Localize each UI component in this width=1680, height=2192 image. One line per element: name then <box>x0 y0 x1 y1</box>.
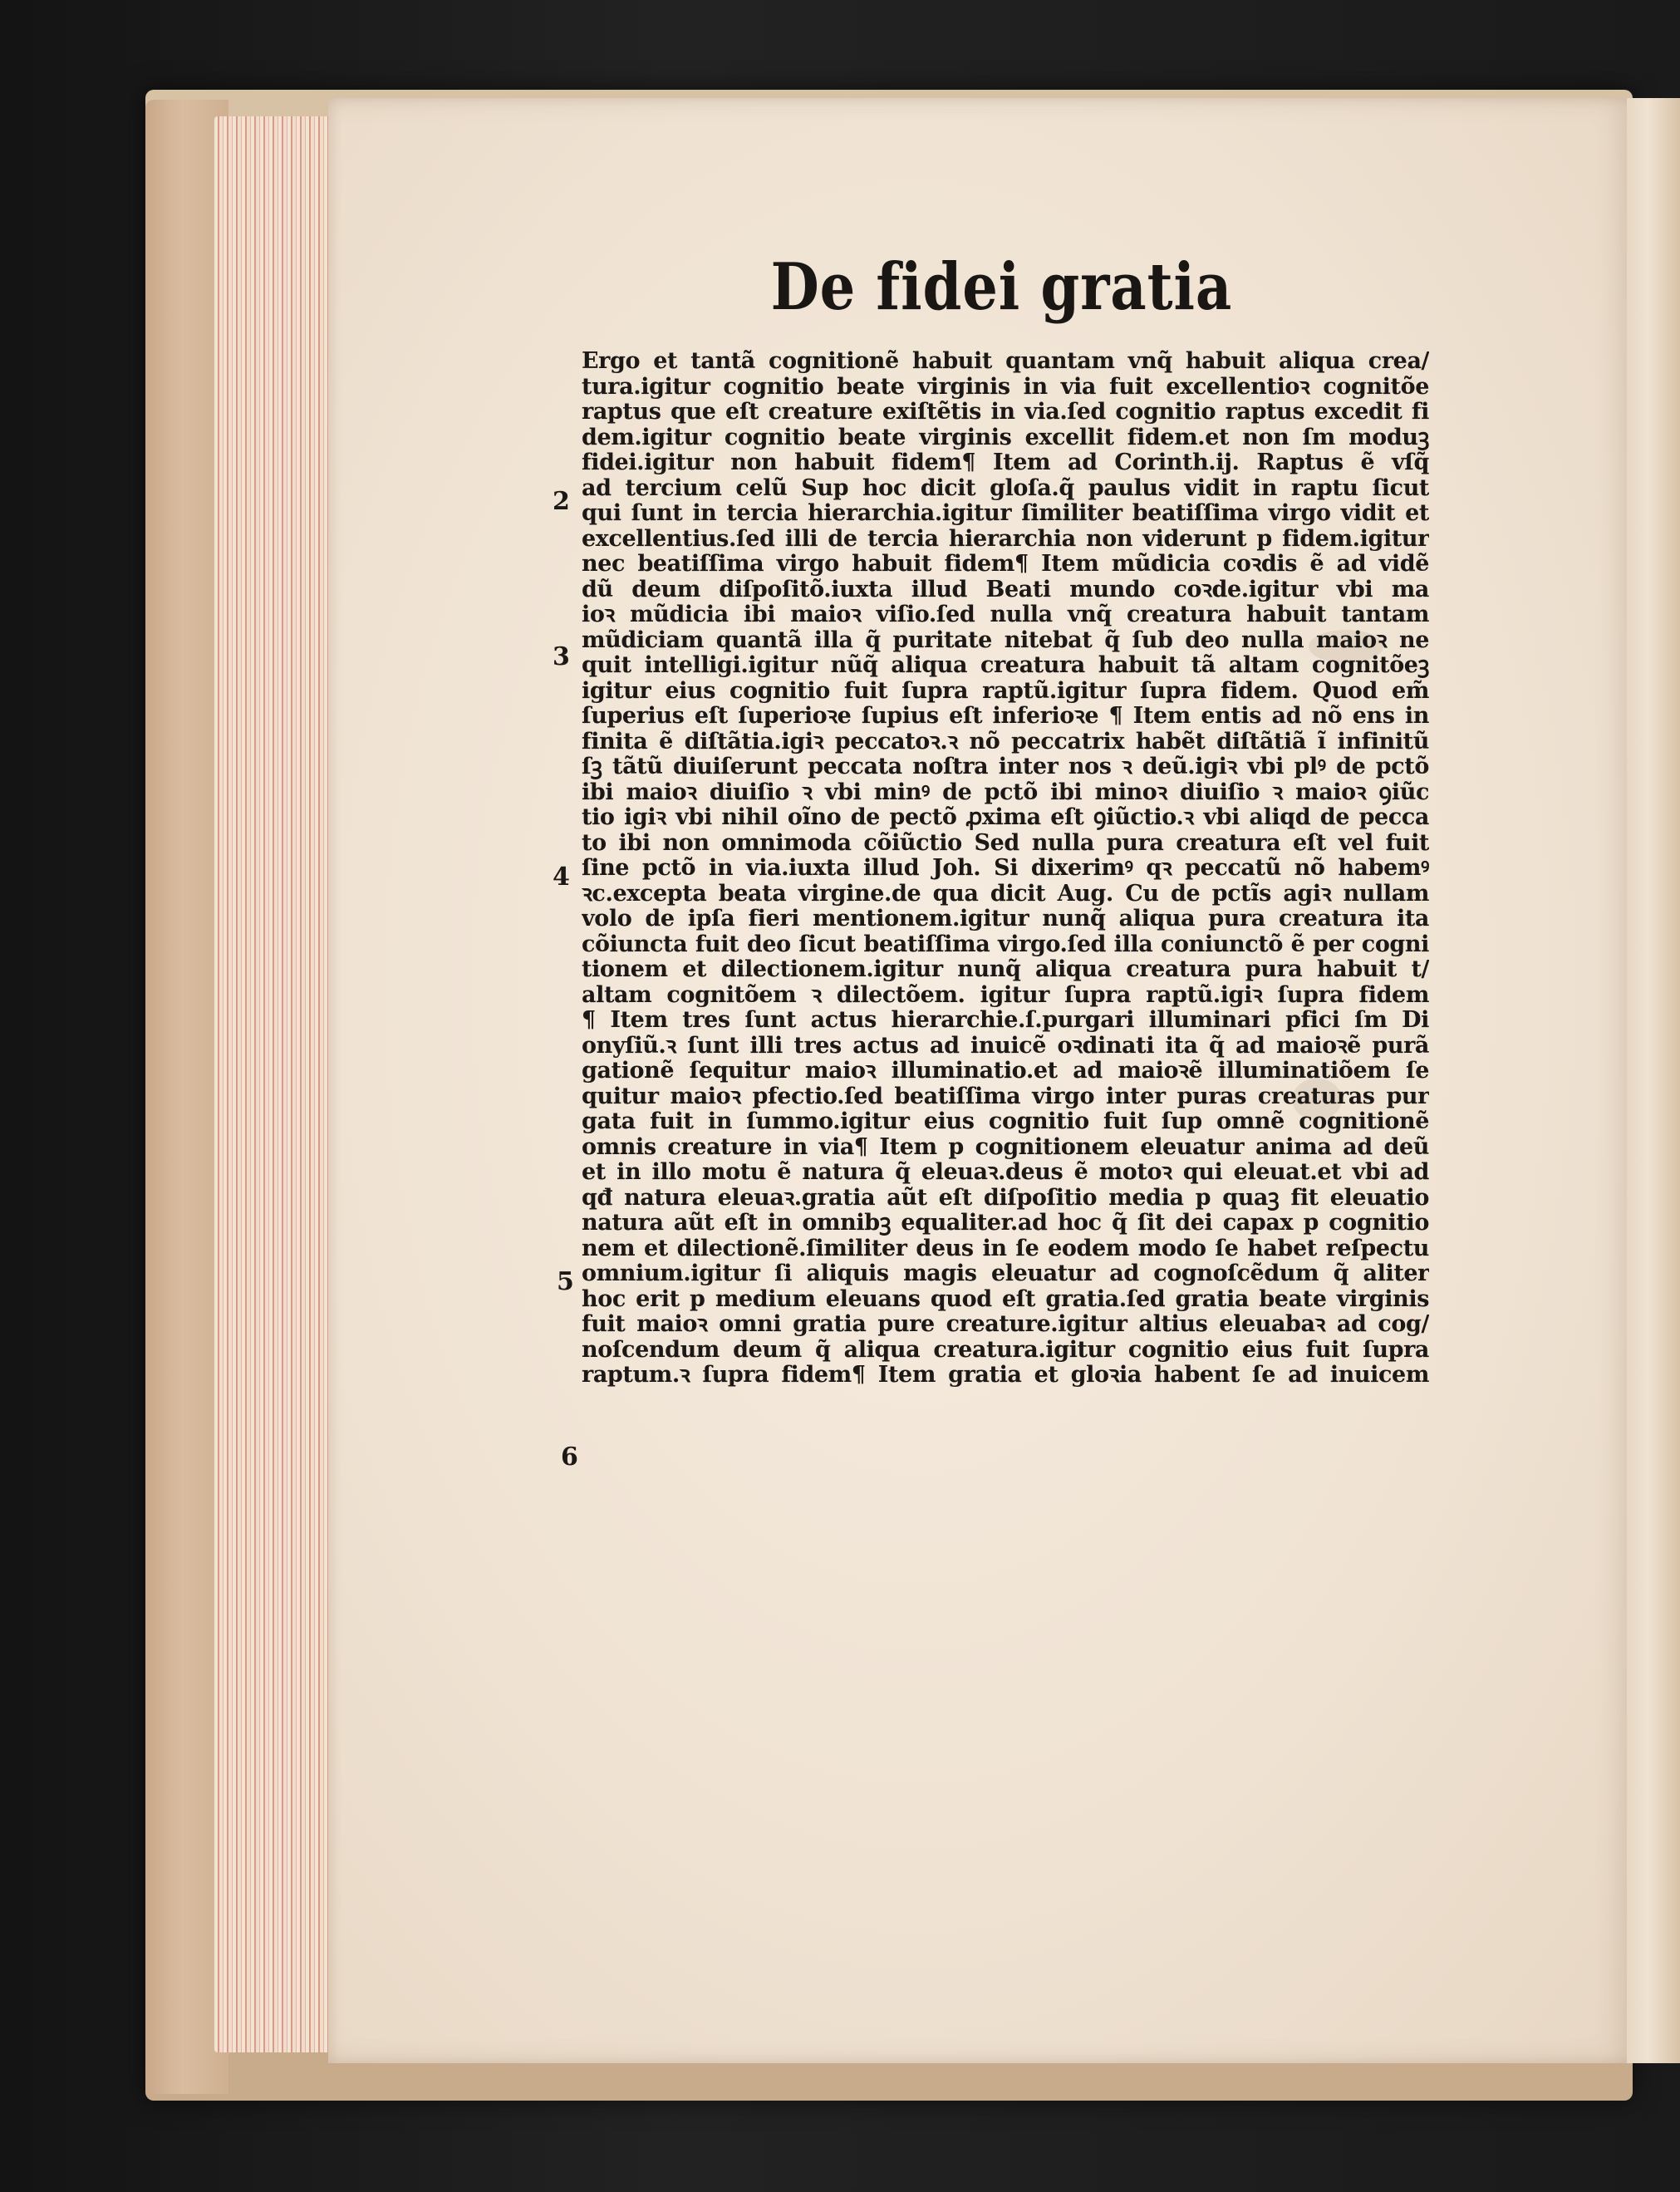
text-line: ibi maioꝛ diuiſio ꝛ vbi minꝰ de pctõ ibi minoꝛ diuiſio ꝛ maioꝛ ꝯiũc <box>582 779 1429 805</box>
text-line: ad tercium celũ Sup hoc dicit gloſa.q̃ paulus vidit in raptu ſicut <box>582 475 1429 501</box>
margin-number: 4 <box>553 863 570 892</box>
text-line: ꝛc.excepta beata virgine.de qua dicit Aug. Cu de pctĩs agiꝛ nullam <box>582 881 1429 907</box>
text-line: hoc erit p medium eleuans quod eſt gratia.ſed gratia beate virginis <box>582 1286 1429 1312</box>
text-line: raptus que eſt creature exiſtẽtis in via.ſed cognitio raptus excedit fi <box>582 400 1429 425</box>
margin-number: 5 <box>557 1267 574 1296</box>
text-line: tura.igitur cognitio beate virginis in via fuit excellentioꝛ cognitõe <box>582 374 1429 400</box>
text-line: natura aũt eſt in omnibꝫ equaliter.ad hoc q̃ ſit dei capax p cognitio <box>582 1211 1429 1236</box>
text-line: dũ deum diſpoſitõ.iuxta illud Beati mundo coꝛde.igitur vbi ma <box>582 577 1429 602</box>
text-line: ſine pctõ in via.iuxta illud Joh. Si dixerimꝰ qꝛ peccatũ nõ habemꝰ <box>582 856 1429 881</box>
text-line: omnis creature in via¶ Item p cognitionem eleuatur anima ad deũ <box>582 1134 1429 1160</box>
text-line: ſꝫ tãtũ diuiſerunt peccata noſtra inter nos ꝛ deũ.igiꝛ vbi plꝰ de pctõ <box>582 754 1429 779</box>
text-line: cõiuncta fuit deo ſicut beatiſſima virgo.ſed illa coniunctõ ẽ per cogni <box>582 931 1429 957</box>
text-line: ſuperius eſt ſuperioꝛe ſupius eſt inferioꝛe ¶ Item entis ad nõ ens in <box>582 704 1429 729</box>
text-line: nec beatiſſima virgo habuit fidem¶ Item mũdicia coꝛdis ẽ ad vidẽ <box>582 552 1429 577</box>
text-line: et in illo motu ẽ natura q̃ eleuaꝛ.deus ẽ motoꝛ qui eleuat.et vbi ad <box>582 1160 1429 1185</box>
text-line: tionem et dilectionem.igitur nunq̃ aliqua creatura pura habuit t/ <box>582 957 1429 982</box>
text-line: raptum.ꝛ ſupra fidem¶ Item gratia et gloꝛia habent ſe ad inuicem <box>582 1363 1429 1388</box>
facing-page-edge <box>1627 98 1680 2063</box>
text-line: quit intelligi.igitur nũq̃ aliqua creatura habuit tã altam cognitõeꝫ <box>582 653 1429 678</box>
text-line: volo de ipſa fieri mentionem.igitur nunq̃ aliqua pura creatura ita <box>582 907 1429 931</box>
text-line: qđ natura eleuaꝛ.gratia aũt eſt diſpoſitio media p quaꝫ fit eleuatio <box>582 1185 1429 1211</box>
text-line: quitur maioꝛ pfectio.ſed beatiſſima virgo inter puras creaturas pur <box>582 1084 1429 1109</box>
text-line: gata fuit in ſummo.igitur eius cognitio fuit ſup omnẽ cognitionẽ <box>582 1109 1429 1134</box>
text-line: igitur eius cognitio fuit ſupra raptũ.igitur ſupra fidem. Quod em̃ <box>582 678 1429 704</box>
text-line: fidei.igitur non habuit fidem¶ Item ad Corinth.ij. Raptus ẽ vſq̃ <box>582 450 1429 475</box>
text-line: to ibi non omnimoda cõiũctio Sed nulla pura creatura eſt vel fuit <box>582 830 1429 856</box>
text-line: excellentius.ſed illi de tercia hierarchia non viderunt p fidem.igitur <box>582 526 1429 552</box>
text-line: noſcendum deum q̃ aliqua creatura.igitur cognitio eius fuit ſupra <box>582 1337 1429 1363</box>
body-text <box>582 349 1429 1388</box>
page-edges-stack <box>214 116 331 2052</box>
margin-number: 3 <box>553 642 570 671</box>
text-line: ioꝛ mũdicia ibi maioꝛ viſio.ſed nulla vnq̃ creatura habuit tantam <box>582 602 1429 627</box>
text-line: finita ẽ diſtãtia.igiꝛ peccatoꝛ.ꝛ nõ peccatrix habẽt diſtãtiã ĩ infinitũ <box>582 729 1429 754</box>
margin-number: 6 <box>561 1442 578 1472</box>
text-line: Ergo et tantã cognitionẽ habuit quantam vnq̃ habuit aliqua crea/ <box>582 349 1429 374</box>
text-line: gationẽ ſequitur maioꝛ illuminatio.et ad maioꝛẽ illuminatiõem ſe <box>582 1059 1429 1084</box>
text-line: ¶ Item tres ſunt actus hierarchie.ſ.purgari illuminari pfici ſm Di <box>582 1008 1429 1033</box>
text-line: nem et dilectionẽ.ſimiliter deus in ſe eodem modo ſe habet reſpectu <box>582 1236 1429 1261</box>
running-header-title: De fidei gratia <box>770 249 1233 325</box>
text-line: mũdiciam quantã illa q̃ puritate nitebat q̃ ſub deo nulla maioꝛ ne <box>582 627 1429 653</box>
text-line: qui ſunt in tercia hierarchia.igitur ſimiliter beatiſſima virgo vidit et <box>582 501 1429 526</box>
text-line: omnium.igitur ſi aliquis magis eleuatur ad cognoſcẽdum q̃ aliter <box>582 1261 1429 1286</box>
text-line: onyſiũ.ꝛ ſunt illi tres actus ad inuicẽ oꝛdinati ita q̃ ad maioꝛẽ purã <box>582 1033 1429 1059</box>
text-line: dem.igitur cognitio beate virginis excellit fidem.et non ſm moduꝫ <box>582 425 1429 450</box>
text-line: fuit maioꝛ omni gratia pure creature.igitur altius eleuabaꝛ ad cog/ <box>582 1312 1429 1337</box>
text-line: tio igiꝛ vbi nihil oĩno de pectõ ꝓxima eſt ꝯiũctio.ꝛ vbi aliqd de pecca <box>582 805 1429 830</box>
text-line: altam cognitõem ꝛ dilectõem. igitur ſupra raptũ.igiꝛ ſupra fidem <box>582 982 1429 1008</box>
margin-number: 2 <box>553 487 570 516</box>
